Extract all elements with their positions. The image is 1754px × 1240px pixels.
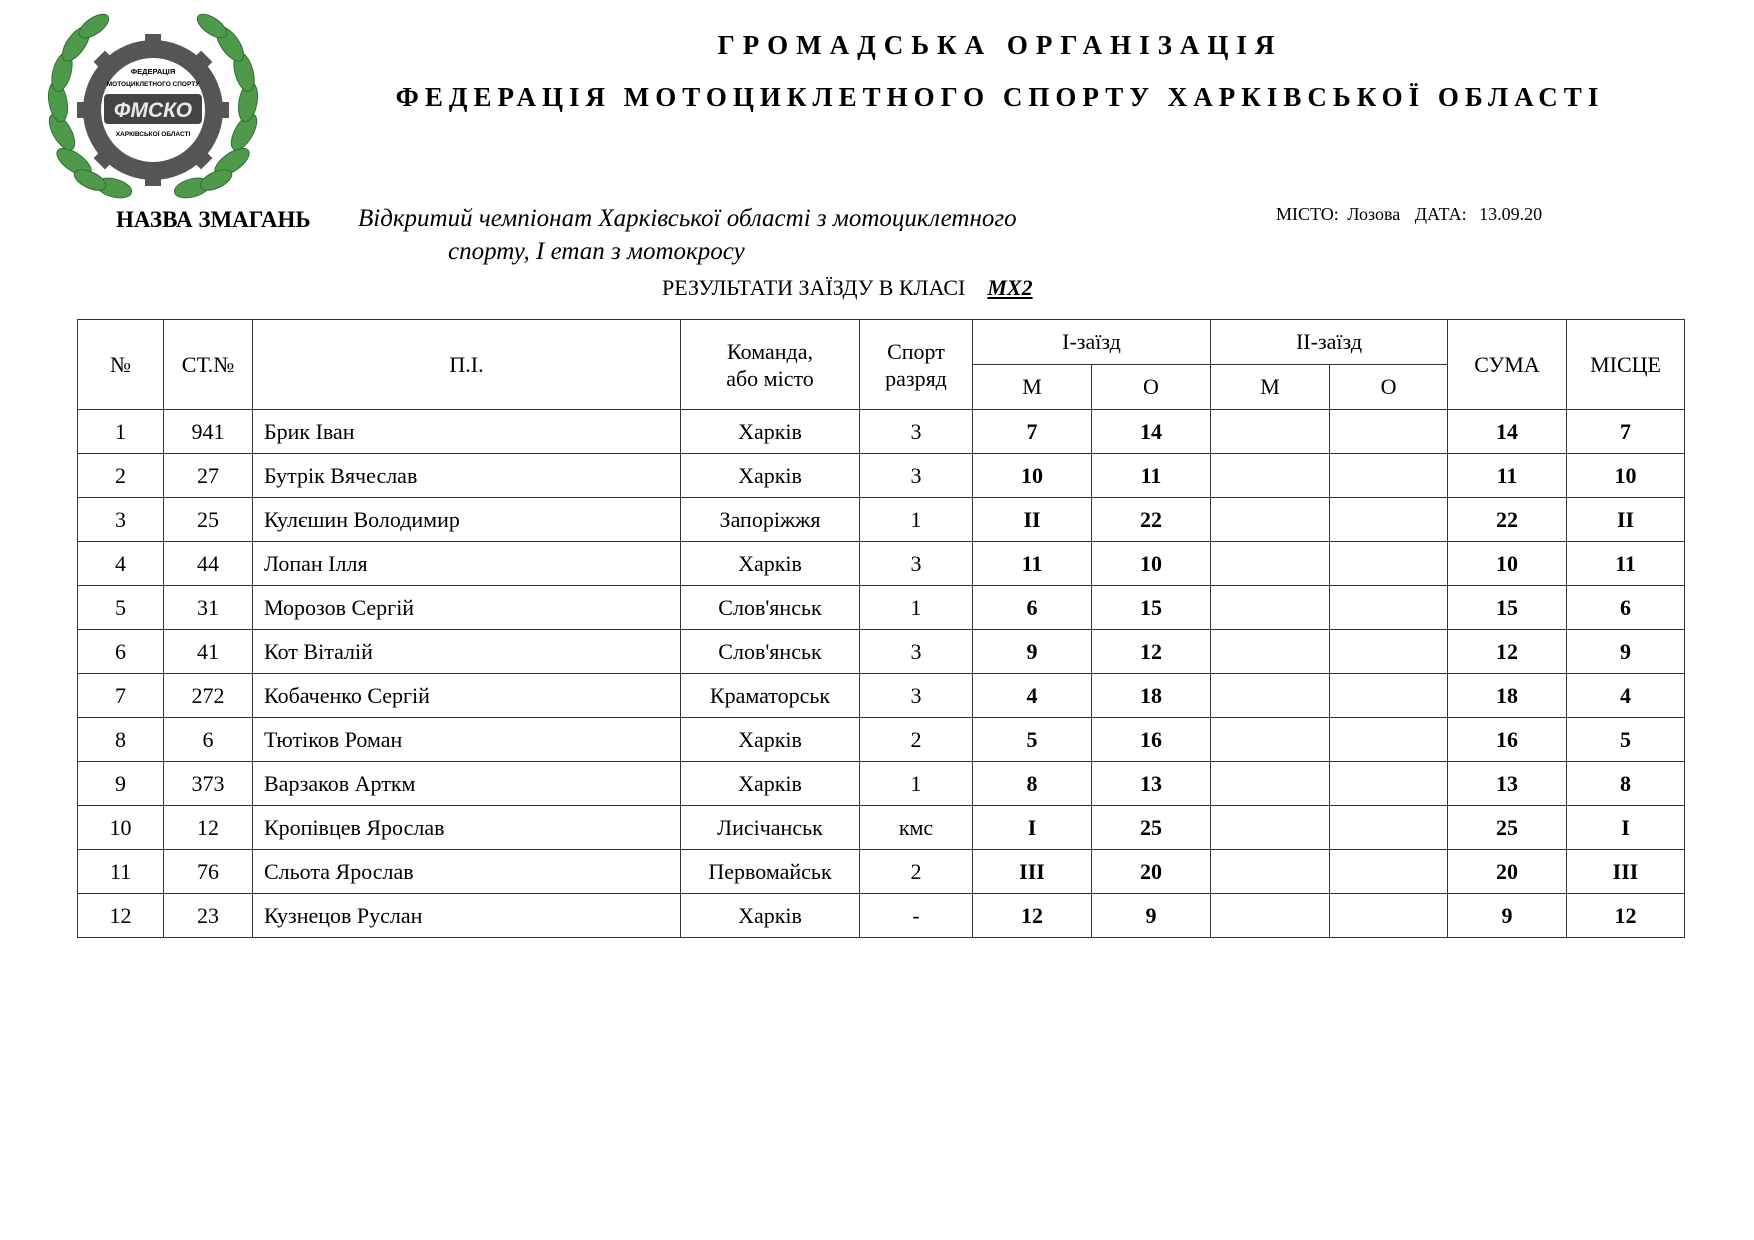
cell-place: 8 (1567, 762, 1685, 806)
cell-place: ІІІ (1567, 850, 1685, 894)
header-race1: І-заїзд (973, 320, 1211, 365)
cell-rank: 1 (860, 586, 973, 630)
cell-num: 11 (78, 850, 164, 894)
date-value: 13.09.20 (1479, 204, 1543, 224)
cell-race1-m: ІІІ (973, 850, 1092, 894)
cell-race1-o: 10 (1092, 542, 1211, 586)
cell-place: 10 (1567, 454, 1685, 498)
cell-place: 9 (1567, 630, 1685, 674)
cell-sum: 16 (1448, 718, 1567, 762)
header-rank (860, 320, 973, 410)
cell-race2-o (1330, 410, 1448, 454)
cell-race2-o (1330, 542, 1448, 586)
cell-race1-m: 10 (973, 454, 1092, 498)
cell-start-num: 25 (164, 498, 253, 542)
cell-race2-m (1211, 850, 1330, 894)
cell-num: 6 (78, 630, 164, 674)
cell-name: Тютіков Роман (253, 718, 681, 762)
cell-race2-o (1330, 806, 1448, 850)
cell-num: 8 (78, 718, 164, 762)
header-num: № (78, 320, 164, 410)
header-race2: ІІ-заїзд (1211, 320, 1448, 365)
cell-num: 10 (78, 806, 164, 850)
cell-rank: 3 (860, 542, 973, 586)
logo-bottom-text: ХАРКІВСЬКОЇ ОБЛАСТІ (115, 131, 191, 138)
cell-race2-o (1330, 850, 1448, 894)
cell-race2-o (1330, 762, 1448, 806)
cell-race1-o: 20 (1092, 850, 1211, 894)
header-team-line2: або місто (726, 365, 814, 391)
cell-race2-m (1211, 586, 1330, 630)
cell-race1-o: 14 (1092, 410, 1211, 454)
cell-rank: 3 (860, 674, 973, 718)
cell-race2-o (1330, 586, 1448, 630)
date-label: ДАТА: (1414, 204, 1467, 224)
cell-start-num: 373 (164, 762, 253, 806)
cell-place: 4 (1567, 674, 1685, 718)
logo-sub-text: МОТОЦИКЛЕТНОГО СПОРТУ (106, 81, 200, 88)
cell-sum: 18 (1448, 674, 1567, 718)
cell-sum: 11 (1448, 454, 1567, 498)
cell-num: 4 (78, 542, 164, 586)
header-race1-m: М (973, 365, 1092, 410)
cell-start-num: 27 (164, 454, 253, 498)
cell-start-num: 41 (164, 630, 253, 674)
cell-sum: 20 (1448, 850, 1567, 894)
cell-team: Харків (681, 542, 860, 586)
cell-race1-o: 18 (1092, 674, 1211, 718)
cell-rank: 1 (860, 498, 973, 542)
cell-rank: 3 (860, 630, 973, 674)
cell-place: І (1567, 806, 1685, 850)
cell-race2-o (1330, 454, 1448, 498)
logo-abbr: ФМСКО (113, 99, 193, 122)
cell-team: Краматорськ (681, 674, 860, 718)
cell-race2-m (1211, 894, 1330, 938)
results-table (77, 319, 1685, 938)
cell-race2-m (1211, 454, 1330, 498)
cell-sum: 22 (1448, 498, 1567, 542)
cell-team: Слов'янськ (681, 586, 860, 630)
cell-sum: 14 (1448, 410, 1567, 454)
cell-race1-m: 11 (973, 542, 1092, 586)
table-row (78, 762, 1685, 806)
cell-rank: 2 (860, 718, 973, 762)
cell-sum: 10 (1448, 542, 1567, 586)
cell-team: Харків (681, 410, 860, 454)
results-heading (662, 275, 1033, 301)
header-name: П.І. (253, 320, 681, 410)
cell-sum: 12 (1448, 630, 1567, 674)
cell-place: 6 (1567, 586, 1685, 630)
header-race1-o: О (1092, 365, 1211, 410)
table-row (78, 806, 1685, 850)
cell-race2-o (1330, 630, 1448, 674)
cell-num: 1 (78, 410, 164, 454)
cell-name: Кот Віталій (253, 630, 681, 674)
cell-rank: кмс (860, 806, 973, 850)
cell-team: Лисічанськ (681, 806, 860, 850)
cell-start-num: 272 (164, 674, 253, 718)
header-race2-o: О (1330, 365, 1448, 410)
cell-team: Харків (681, 762, 860, 806)
cell-race1-m: 12 (973, 894, 1092, 938)
cell-race1-m: 6 (973, 586, 1092, 630)
cell-race2-m (1211, 806, 1330, 850)
federation-title: ФЕДЕРАЦІЯ МОТОЦИКЛЕТНОГО СПОРТУ ХАРКІВСЬКОЇ ОБЛАСТІ (395, 82, 1605, 112)
table-row (78, 410, 1685, 454)
cell-start-num: 12 (164, 806, 253, 850)
cell-team: Харків (681, 894, 860, 938)
table-row (78, 586, 1685, 630)
table-row (78, 542, 1685, 586)
header-place: МІСЦЕ (1567, 320, 1685, 410)
cell-race2-o (1330, 674, 1448, 718)
cell-rank: 2 (860, 850, 973, 894)
cell-race1-o: 22 (1092, 498, 1211, 542)
cell-race2-o (1330, 894, 1448, 938)
cell-race2-m (1211, 498, 1330, 542)
table-row (78, 498, 1685, 542)
cell-race1-m: 7 (973, 410, 1092, 454)
cell-race1-o: 13 (1092, 762, 1211, 806)
table-row (78, 630, 1685, 674)
cell-name: Сльота Ярослав (253, 850, 681, 894)
header-start-num: СТ.№ (164, 320, 253, 410)
cell-place: 11 (1567, 542, 1685, 586)
competition-label: НАЗВА ЗМАГАНЬ (116, 207, 311, 232)
cell-name: Морозов Сергій (253, 586, 681, 630)
table-row (78, 894, 1685, 938)
competition-name-line2: спорту, І етап з мотокросу (448, 238, 745, 265)
table-row (78, 850, 1685, 894)
cell-place: ІІ (1567, 498, 1685, 542)
city-value: Лозова (1347, 204, 1401, 224)
cell-num: 12 (78, 894, 164, 938)
cell-rank: 3 (860, 410, 973, 454)
cell-race2-o (1330, 498, 1448, 542)
results-title: РЕЗУЛЬТАТИ ЗАЇЗДУ В КЛАСІ (662, 275, 966, 300)
cell-name: Брик Іван (253, 410, 681, 454)
header-rank-line1: Спорт (887, 338, 945, 364)
cell-race2-m (1211, 674, 1330, 718)
cell-race2-m (1211, 542, 1330, 586)
cell-race1-o: 9 (1092, 894, 1211, 938)
cell-rank: - (860, 894, 973, 938)
results-class: MX2 (987, 275, 1033, 300)
cell-race1-m: 9 (973, 630, 1092, 674)
cell-start-num: 31 (164, 586, 253, 630)
cell-race2-m (1211, 630, 1330, 674)
cell-race1-m: 4 (973, 674, 1092, 718)
organization-title: ГРОМАДСЬКА ОРГАНІЗАЦІЯ (717, 30, 1283, 60)
cell-num: 7 (78, 674, 164, 718)
cell-team: Харків (681, 718, 860, 762)
cell-team: Харків (681, 454, 860, 498)
header-race2-m: М (1211, 365, 1330, 410)
table-row (78, 674, 1685, 718)
cell-rank: 1 (860, 762, 973, 806)
cell-team: Запоріжжя (681, 498, 860, 542)
cell-sum: 13 (1448, 762, 1567, 806)
cell-sum: 25 (1448, 806, 1567, 850)
cell-race1-o: 16 (1092, 718, 1211, 762)
cell-num: 5 (78, 586, 164, 630)
cell-name: Варзаков Арткм (253, 762, 681, 806)
cell-race2-o (1330, 718, 1448, 762)
cell-sum: 9 (1448, 894, 1567, 938)
cell-race1-m: 8 (973, 762, 1092, 806)
cell-start-num: 6 (164, 718, 253, 762)
cell-name: Кобаченко Сергій (253, 674, 681, 718)
cell-race1-o: 11 (1092, 454, 1211, 498)
header-sum: СУМА (1448, 320, 1567, 410)
cell-rank: 3 (860, 454, 973, 498)
logo-top-text: ФЕДЕРАЦІЯ (130, 67, 176, 76)
cell-name: Бутрік Вячеслав (253, 454, 681, 498)
header-team-line1: Команда, (727, 338, 813, 364)
cell-team: Первомайськ (681, 850, 860, 894)
cell-start-num: 23 (164, 894, 253, 938)
federation-logo (44, 12, 262, 208)
cell-start-num: 76 (164, 850, 253, 894)
cell-start-num: 44 (164, 542, 253, 586)
cell-num: 3 (78, 498, 164, 542)
cell-place: 12 (1567, 894, 1685, 938)
cell-race1-o: 15 (1092, 586, 1211, 630)
header-rank-line2: разряд (885, 365, 947, 391)
cell-name: Лопан Ілля (253, 542, 681, 586)
competition-name-line1: Відкритий чемпіонат Харківської області з мотоциклетного (358, 205, 1017, 232)
cell-name: Кузнецов Руслан (253, 894, 681, 938)
cell-race2-m (1211, 762, 1330, 806)
city-date (1276, 204, 1546, 225)
cell-race1-o: 12 (1092, 630, 1211, 674)
cell-name: Кулєшин Володимир (253, 498, 681, 542)
cell-race2-m (1211, 718, 1330, 762)
cell-team: Слов'янськ (681, 630, 860, 674)
cell-race1-m: ІІ (973, 498, 1092, 542)
cell-race2-m (1211, 410, 1330, 454)
cell-name: Кропівцев Ярослав (253, 806, 681, 850)
cell-race1-o: 25 (1092, 806, 1211, 850)
cell-start-num: 941 (164, 410, 253, 454)
table-row (78, 718, 1685, 762)
cell-place: 7 (1567, 410, 1685, 454)
header-team (681, 320, 860, 410)
table-row (78, 454, 1685, 498)
cell-num: 9 (78, 762, 164, 806)
city-label: МІСТО: (1276, 204, 1339, 224)
cell-place: 5 (1567, 718, 1685, 762)
cell-sum: 15 (1448, 586, 1567, 630)
cell-race1-m: І (973, 806, 1092, 850)
cell-num: 2 (78, 454, 164, 498)
cell-race1-m: 5 (973, 718, 1092, 762)
